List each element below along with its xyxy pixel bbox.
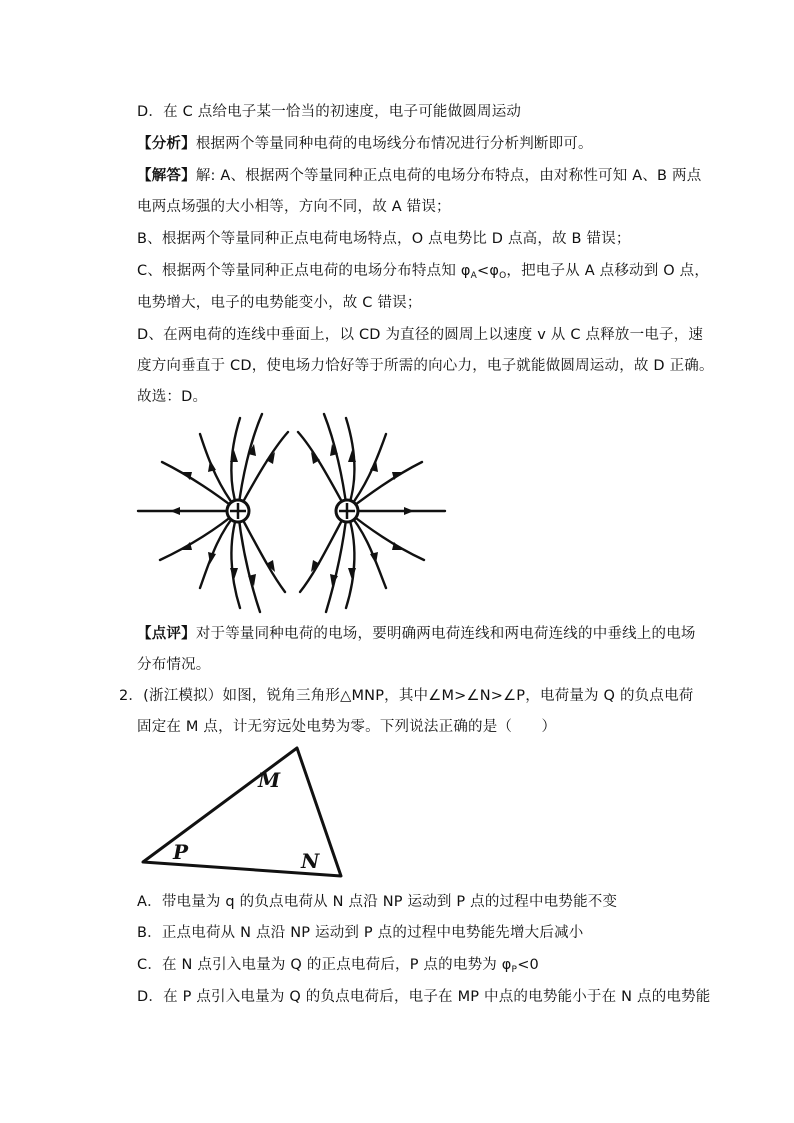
solution-line-5: 电势增大，电子的电势能变小，故 C 错误； — [137, 295, 422, 311]
arrowhead — [230, 568, 238, 580]
solution-text-4-post: ，把电子从 A 点移动到 O 点， — [506, 263, 710, 279]
analysis-text: 根据两个等量同种电荷的电场线分布情况进行分析判断即可。 — [195, 136, 593, 152]
solution-text-4-pre: C、根据两个等量同种正点电荷的电场分布特点知 — [137, 263, 461, 279]
option-b: B．正点电荷从 N 点沿 NP 运动到 P 点的过程中电势能先增大后减小 — [137, 925, 584, 941]
triangle-mnp-figure — [140, 745, 350, 880]
analysis-tag: 【分析】 — [137, 136, 196, 152]
previous-option-d: D．在 C 点给电子某一恰当的初速度，电子可能做圆周运动 — [137, 104, 522, 120]
solution-line-4 — [137, 261, 709, 286]
phi-symbol: φ — [460, 263, 471, 279]
positive-charge-left — [227, 500, 249, 522]
positive-charge-right — [336, 500, 358, 522]
field-line — [324, 414, 347, 511]
field-line — [346, 418, 354, 511]
arrowhead — [170, 507, 180, 515]
field-line — [346, 511, 354, 608]
solution-line-7: 度方向垂直于 CD，使电场力恰好等于所需的向心力，电子就能做圆周运动，故 D 正确。 — [137, 358, 714, 374]
phi-symbol: φ — [489, 263, 500, 279]
comment-line-2: 分布情况。 — [137, 657, 211, 673]
question-number: 2． — [119, 688, 144, 704]
question-2-line-2: 固定在 M 点，计无穷远处电势为零。下列说法正确的是（ ） — [137, 719, 557, 735]
subscript-p: P — [511, 965, 518, 975]
solution-tag: 【解答】 — [137, 168, 196, 184]
arrowhead — [404, 507, 414, 515]
less-than-sign: < — [476, 263, 490, 279]
comment-text-1: 对于等量同种电荷的电场，要明确两电荷连线和两电荷连线的中垂线上的电场 — [195, 626, 696, 642]
field-line — [238, 414, 262, 511]
question-2-text-1: (浙江模拟）如图，锐角三角形△MNP，其中∠M>∠N>∠P，电荷量为 Q 的负点电荷 — [143, 688, 694, 704]
subscript-a: A — [470, 271, 477, 281]
vertex-label-n: N — [301, 849, 320, 873]
field-line — [160, 511, 238, 560]
arrowhead — [348, 568, 356, 580]
field-line — [347, 462, 422, 511]
field-line — [162, 462, 238, 511]
solution-line-2: 电两点场强的大小相等，方向不同，故 A 错误； — [137, 199, 451, 215]
option-d: D．在 P 点引入电量为 Q 的负点电荷后，电子在 MP 中点的电势能小于在 N 点的电势能 — [137, 989, 711, 1005]
vertex-label-m: M — [258, 768, 281, 792]
comment-line-1 — [137, 624, 696, 644]
option-c-inequality: <0 — [517, 957, 539, 973]
option-a: A．带电量为 q 的负点电荷从 N 点沿 NP 运动到 P 点的过程中电势能不变 — [137, 894, 618, 910]
solution-text-1: 解: A、根据两个等量同种正点电荷的电场分布特点，由对称性可知 A、B 两点 — [195, 168, 702, 184]
subscript-o: O — [499, 271, 507, 281]
option-c — [137, 955, 539, 980]
analysis-paragraph — [137, 134, 593, 154]
arrowhead — [370, 460, 378, 472]
vertex-label-p: P — [173, 840, 189, 864]
solution-line-3: B、根据两个等量同种正点电荷电场特点，O 点电势比 D 点高，故 B 错误； — [137, 231, 631, 247]
solution-line-1 — [137, 166, 701, 186]
question-2-line-1 — [119, 686, 693, 706]
field-line — [347, 511, 424, 560]
field-line — [326, 511, 347, 612]
field-lines-figure — [130, 410, 455, 615]
phi-symbol: φ — [501, 957, 512, 973]
field-line — [238, 511, 260, 612]
solution-line-6: D、在两电荷的连线中垂面上，以 CD 为直径的圆周上以速度 v 从 C 点释放一电子，速 — [137, 327, 704, 343]
answer-line: 故选：D。 — [137, 389, 208, 405]
comment-tag: 【点评】 — [137, 626, 196, 642]
option-c-text: C．在 N 点引入电量为 Q 的正点电荷后，P 点的电势为 — [137, 957, 502, 973]
